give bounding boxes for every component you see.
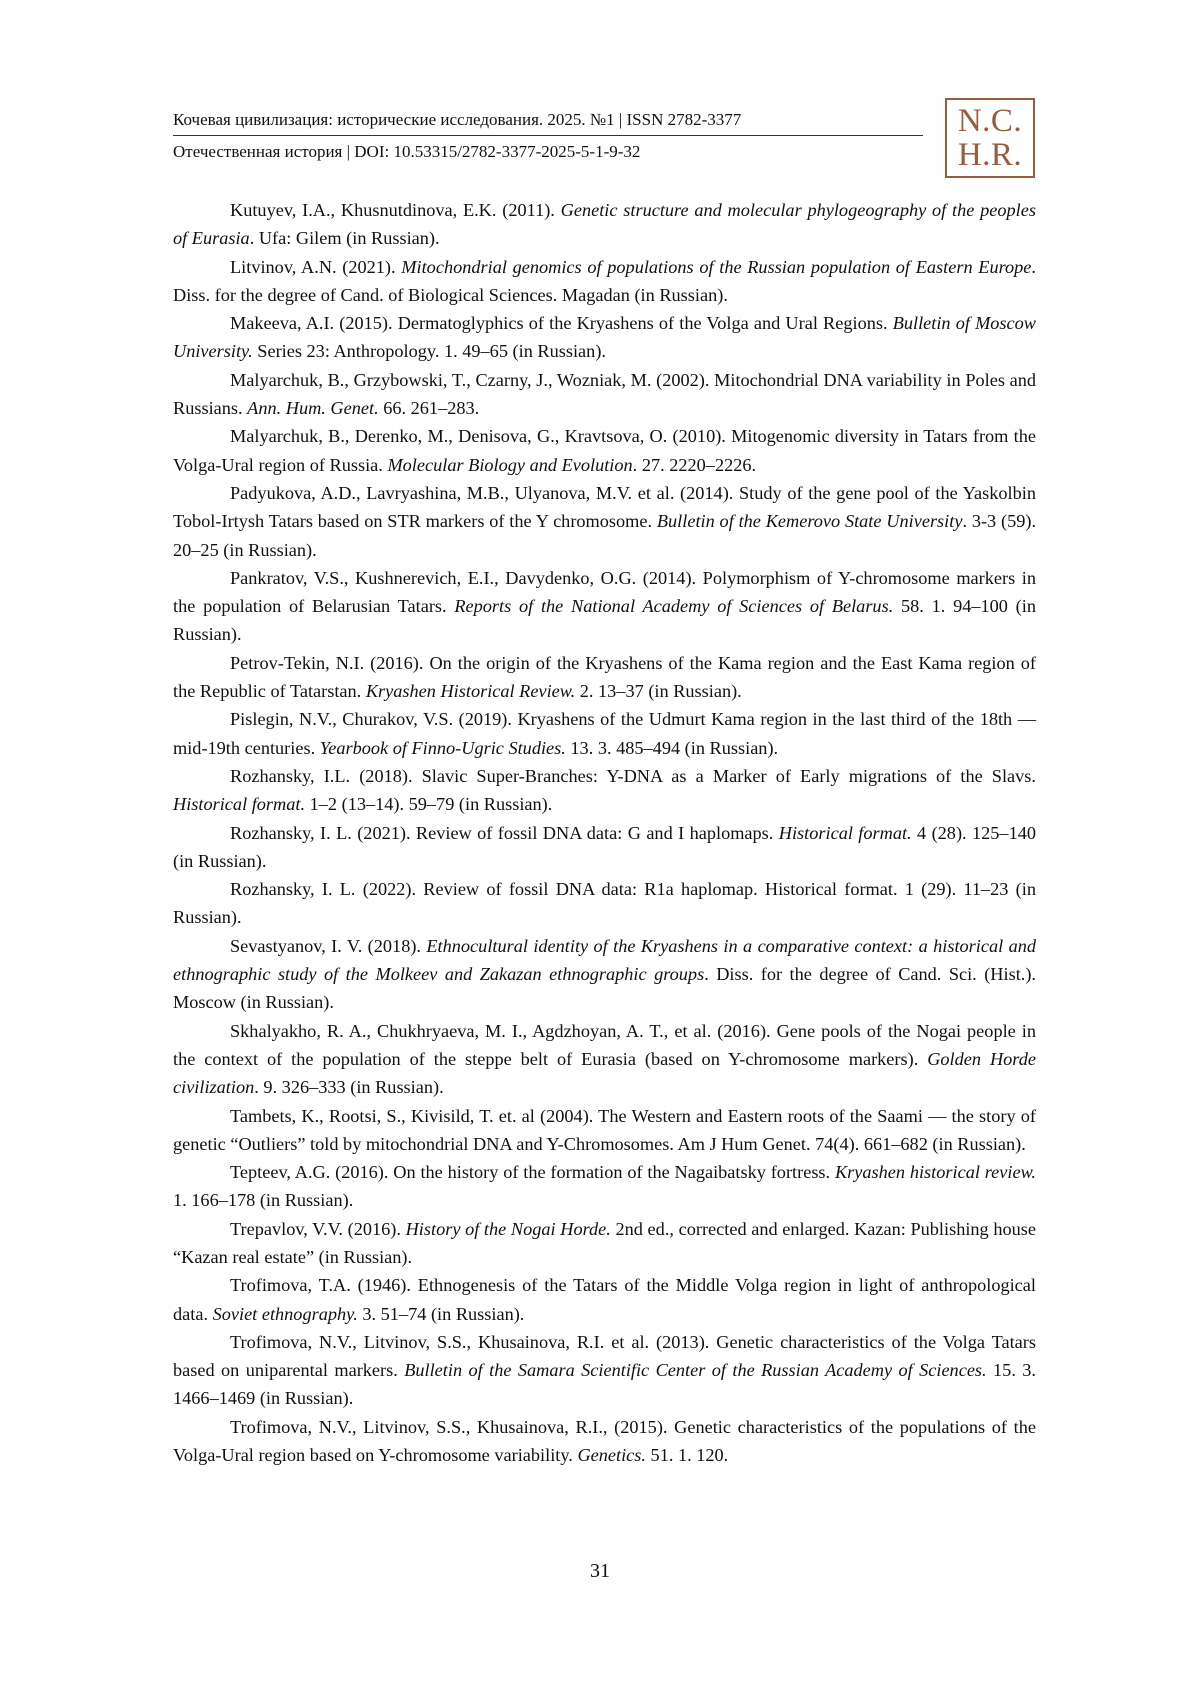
reference-text: Kutuyev, I.A., Khusnutdinova, E.K. (2011).	[230, 200, 561, 220]
reference-source-title: Bulletin of Moscow University.	[173, 313, 1036, 362]
reference-entry	[173, 479, 1036, 564]
reference-source-title: Genetics.	[577, 1445, 646, 1466]
reference-details: 51. 1. 120.	[645, 1445, 729, 1466]
reference-source-title: Reports of the National Academy of Sciences of Belarus.	[454, 596, 894, 617]
journal-info: Кочевая цивилизация: исторические исследования. 2025. №1 | ISSN 2782-3377	[173, 110, 923, 136]
reference-text: Malyarchuk, B., Grzybowski, T., Czarny, J., Wozniak, M. (2002). Mitochondrial DNA variability in Poles and Russians.	[173, 369, 1036, 419]
page-number: 31	[590, 1560, 610, 1582]
reference-text: Padyukova, A.D., Lavryashina, M.B., Ulyanova, M.V. et al. (2014). Study of the gene pool of the Yaskolbin Tobol-Irtysh Tatars based on STR markers of the Y chromosome.	[173, 482, 1036, 532]
reference-entry	[173, 1413, 1036, 1470]
reference-list	[173, 196, 1036, 1469]
reference-details: 1–2 (13–14). 59–79 (in Russian).	[305, 794, 553, 815]
reference-details: . Ufa: Gilem (in Russian).	[249, 228, 440, 249]
reference-text: Rozhansky, I. L. (2021). Review of fossil DNA data: G and I haplomaps.	[230, 822, 779, 843]
reference-text: Tambets, K., Rootsi, S., Kivisild, T. et. al (2004). The Western and Eastern roots of the Saami — the story of genetic “Outliers” told by mitochondrial DNA and Y-Chromosomes. Am J Hum Genet. 74(4). 661–682 (in Russian).	[173, 1105, 1036, 1154]
reference-entry	[173, 705, 1036, 762]
reference-source-title: Golden Horde civilization	[173, 1048, 1036, 1098]
reference-text: Pislegin, N.V., Churakov, V.S. (2019). Kryashens of the Udmurt Kama region in the last third of the 18th — mid-19th centuries.	[173, 709, 1036, 758]
reference-entry	[173, 762, 1036, 819]
reference-text: Trofimova, N.V., Litvinov, S.S., Khusainova, R.I., (2015). Genetic characteristics of the populations of the Volga-Ural region based on Y-chromosome variability.	[173, 1416, 1036, 1466]
reference-details: . Diss. for the degree of Cand. Sci. (Hist.). Moscow (in Russian).	[173, 964, 1037, 1013]
reference-details: 2nd ed., corrected and enlarged. Kazan: Publishing house “Kazan real estate” (in Russian).	[173, 1218, 1036, 1267]
reference-entry	[173, 253, 1036, 310]
reference-entry	[173, 196, 1036, 253]
section-doi: Отечественная история | DOI: 10.53315/2782-3377-2025-5-1-9-32	[173, 142, 641, 161]
reference-entry	[173, 1102, 1036, 1159]
reference-source-title: Ethnocultural identity of the Kryashens in a comparative context: a historical and ethnographic study of the Molkeev and Zakazan ethnographic groups	[173, 935, 1036, 985]
reference-source-title: Mitochondrial genomics of populations of the Russian population of Eastern Europe	[401, 256, 1032, 277]
reference-details: 1. 166–178 (in Russian).	[173, 1190, 354, 1211]
logo-text-top: N.C.	[957, 103, 1023, 139]
reference-details: . 27. 2220–2226.	[632, 454, 757, 475]
reference-source-title: Soviet ethnography.	[212, 1303, 358, 1324]
reference-details: 4 (28). 125–140 (in Russian).	[173, 822, 1036, 871]
reference-source-title: Ann. Hum. Genet.	[247, 398, 379, 419]
reference-source-title: Bulletin of the Samara Scientific Center of the Russian Academy of Sciences.	[404, 1360, 987, 1381]
reference-details: 13. 3. 485–494 (in Russian).	[565, 737, 779, 758]
reference-source-title: Kryashen historical review.	[834, 1162, 1036, 1183]
reference-entry	[173, 1328, 1036, 1413]
reference-entry	[173, 366, 1036, 423]
reference-entry	[173, 309, 1036, 366]
reference-details: 15. 3. 1466–1469 (in Russian).	[173, 1360, 1037, 1409]
reference-details: 58. 1. 94–100 (in Russian).	[173, 596, 1036, 645]
reference-source-title: Yearbook of Finno-Ugric Studies.	[319, 737, 566, 758]
reference-text: Pankratov, V.S., Kushnerevich, E.I., Davydenko, O.G. (2014). Polymorphism of Y-chromosome markers in the population of Belarusian Tatars.	[173, 567, 1036, 617]
reference-source-title: History of the Nogai Horde.	[405, 1218, 611, 1239]
reference-entry	[173, 932, 1036, 1017]
reference-text: Skhalyakho, R. A., Chukhryaeva, M. I., Agdzhoyan, A. T., et al. (2016). Gene pools of the Nogai people in the context of the population of the steppe belt of Eurasia (based on Y-chromosome markers).	[173, 1020, 1036, 1069]
reference-source-title: Kryashen Historical Review.	[365, 681, 576, 702]
reference-text: Litvinov, A.N. (2021).	[230, 256, 402, 277]
reference-details: . Diss. for the degree of Cand. of Biological Sciences. Magadan (in Russian).	[173, 256, 1036, 305]
reference-entry	[173, 564, 1036, 649]
reference-text: Rozhansky, I. L. (2022). Review of fossil DNA data: R1a haplomap. Historical format. 1 (29). 11–23 (in Russian).	[173, 879, 1036, 928]
reference-details: 3. 51–74 (in Russian).	[357, 1303, 525, 1324]
reference-text: Makeeva, A.I. (2015). Dermatoglyphics of the Kryashens of the Volga and Ural Regions.	[230, 313, 893, 334]
reference-source-title: Molecular Biology and Evolution	[387, 454, 633, 475]
logo-text-bottom: H.R.	[957, 137, 1023, 173]
reference-source-title: Bulletin of the Kemerovo State University	[656, 511, 963, 532]
reference-text: Tepteev, A.G. (2016). On the history of the formation of the Nagaibatsky fortress.	[230, 1162, 835, 1183]
reference-details: 2. 13–37 (in Russian).	[575, 681, 742, 702]
reference-details: . 3-3 (59). 20–25 (in Russian).	[173, 511, 1037, 560]
reference-text: Trepavlov, V.V. (2016).	[230, 1218, 406, 1239]
reference-entry	[173, 875, 1036, 932]
reference-entry	[173, 1215, 1036, 1272]
journal-logo	[945, 98, 1035, 178]
reference-source-title: Genetic structure and molecular phylogeography of the peoples of Eurasia	[173, 200, 1036, 249]
reference-text: Trofimova, N.V., Litvinov, S.S., Khusainova, R.I. et al. (2013). Genetic characteristics of the Volga Tatars based on uniparental markers.	[173, 1331, 1036, 1381]
reference-entry	[173, 1017, 1036, 1102]
reference-details: . 9. 326–333 (in Russian).	[254, 1077, 444, 1098]
reference-source-title: Historical format.	[778, 822, 912, 843]
reference-text: Rozhansky, I.L. (2018). Slavic Super-Branches: Y-DNA as a Marker of Early migrations of the Slavs.	[230, 765, 1036, 786]
reference-entry	[173, 1158, 1036, 1215]
running-header	[173, 110, 923, 162]
reference-text: Sevastyanov, I. V. (2018).	[230, 935, 427, 956]
reference-entry	[173, 819, 1036, 876]
reference-entry	[173, 422, 1036, 479]
reference-details: 66. 261–283.	[378, 398, 480, 419]
reference-entry	[173, 649, 1036, 706]
reference-text: Petrov-Tekin, N.I. (2016). On the origin of the Kryashens of the Kama region and the East Kama region of the Republic of Tatarstan.	[173, 652, 1036, 702]
reference-details: Series 23: Anthropology. 1. 49–65 (in Russian).	[252, 341, 606, 362]
reference-text: Trofimova, T.A. (1946). Ethnogenesis of the Tatars of the Middle Volga region in light of anthropological data.	[173, 1275, 1036, 1324]
reference-text: Malyarchuk, B., Derenko, M., Denisova, G., Kravtsova, O. (2010). Mitogenomic diversity in Tatars from the Volga-Ural region of Russia.	[173, 426, 1036, 475]
reference-source-title: Historical format.	[173, 794, 306, 815]
reference-entry	[173, 1271, 1036, 1328]
